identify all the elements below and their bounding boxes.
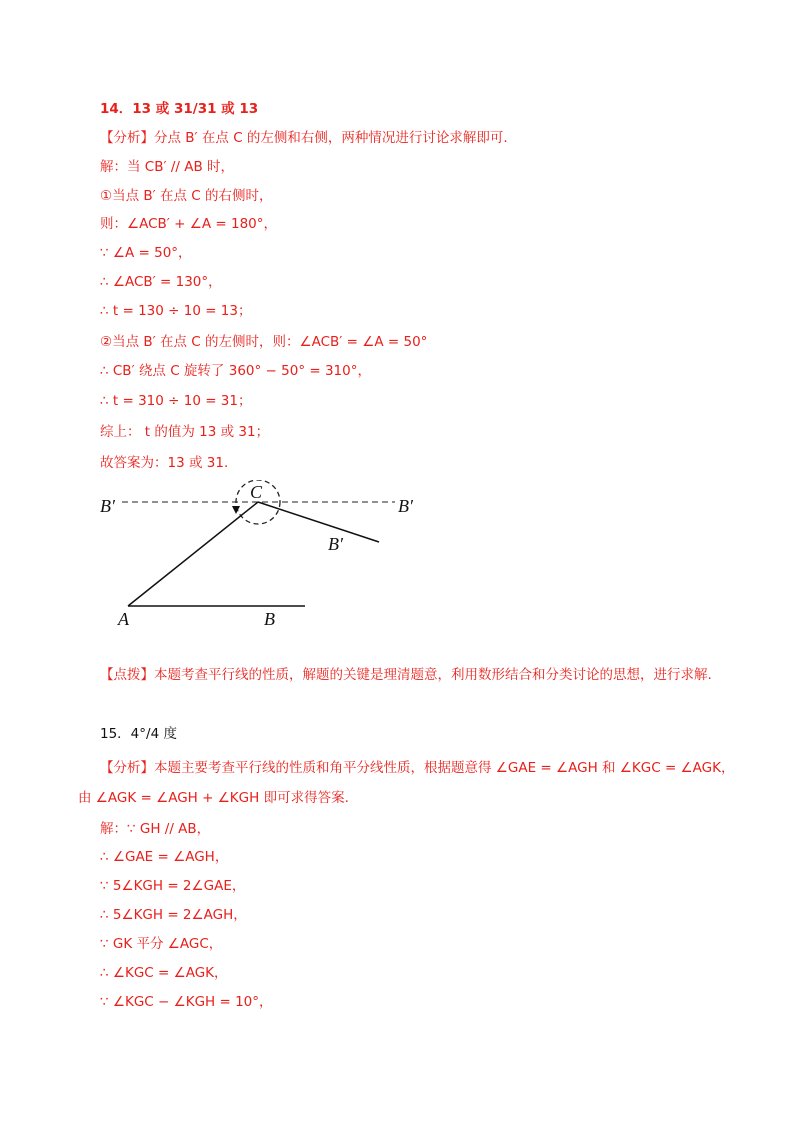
q14-step: ∴ t = 310 ÷ 10 = 31； [100,393,252,409]
q14-step: 综上： t 的值为 13 或 31； [100,424,270,440]
label-b-prime: B′ [328,534,343,554]
label-a: A [118,609,129,629]
q14-heading: 14．13 或 31/31 或 13 [100,101,259,117]
segment-cb-prime [258,502,379,542]
q15-step: ∴ 5∠KGH = 2∠AGH， [100,907,247,923]
q14-step: 则：∠ACB′ + ∠A = 180°， [100,216,277,232]
q14-step: ①当点 B′ 在点 C 的右侧时， [100,188,273,204]
q14-step: ②当点 B′ 在点 C 的左侧时，则：∠ACB′ = ∠A = 50° [100,334,428,350]
q14-step: 故答案为：13 或 31. [100,455,229,471]
q15-step: ∵ ∠KGC − ∠KGH = 10°， [100,994,273,1010]
q15-step: ∴ ∠GAE = ∠AGH， [100,849,229,865]
label-c: C [250,482,263,502]
q15-analysis: 【分析】本题主要考查平行线的性质和角平分线性质，根据题意得 ∠GAE = ∠AGH 和 ∠KGC = ∠AGK，由 ∠AGK = ∠AGH + ∠KGH 即可求得答案. [78,760,735,806]
q14-step: 解：当 CB′ // AB 时， [100,159,235,175]
label-b: B [264,609,275,629]
q14-analysis: 【分析】分点 B′ 在点 C 的左侧和右侧，两种情况进行讨论求解即可. [100,130,508,146]
segment-ac [128,502,258,606]
rotation-arrow-icon [232,506,240,514]
q15-step: ∵ GK 平分 ∠AGC， [100,936,223,952]
q14-step: ∴ ∠ACB′ = 130°， [100,274,222,290]
q15-step: ∴ ∠KGC = ∠AGK， [100,965,228,981]
q14-step: ∵ ∠A = 50°， [100,245,192,261]
q14-tip: 【点拨】本题考查平行线的性质，解题的关键是理清题意，利用数形结合和分类讨论的思想，进行求解. [100,667,712,683]
q15-step: 解：∵ GH // AB， [100,821,211,837]
label-b-left: B′ [100,496,115,516]
q15-step: ∵ 5∠KGH = 2∠GAE， [100,878,246,894]
q14-step: ∴ t = 130 ÷ 10 = 13； [100,303,252,319]
q14-step: ∴ CB′ 绕点 C 旋转了 360° − 50° = 310°， [100,363,371,379]
q15-heading: 15．4°/4 度 [100,726,177,742]
label-b-right: B′ [398,496,413,516]
rotation-figure [0,480,800,630]
